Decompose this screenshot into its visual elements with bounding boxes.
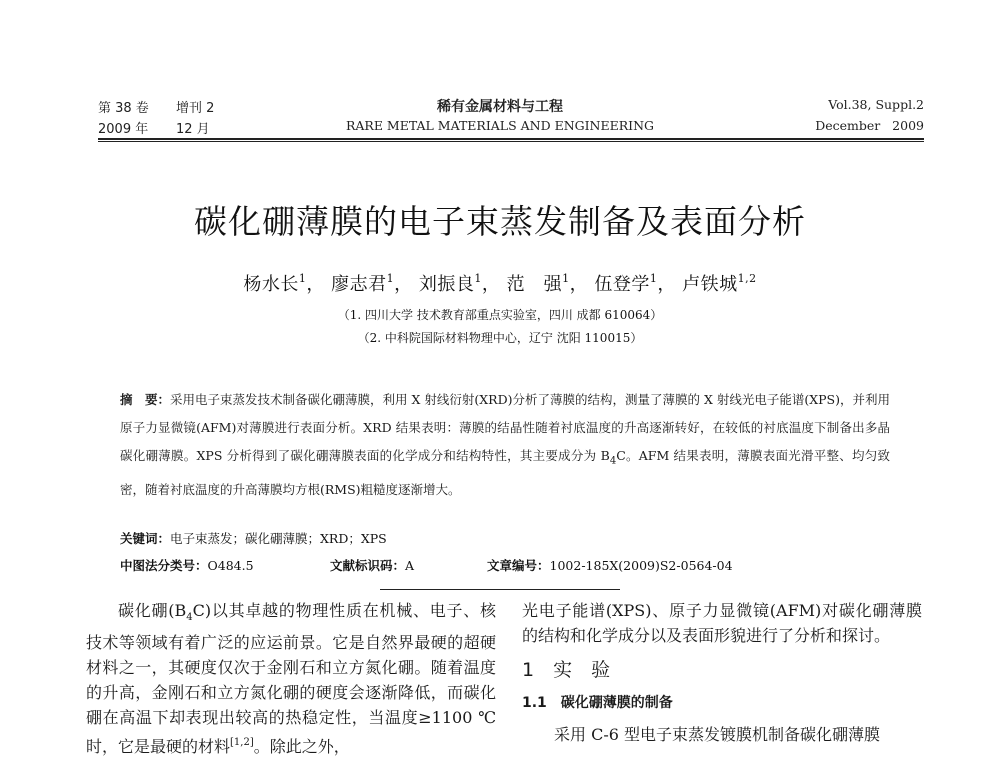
affiliation-2: （2. 中科院国际材料物理中心，辽宁 沈阳 110015） <box>357 331 643 345</box>
right-paragraph: 光电子能谱(XPS)、原子力显微镜(AFM)对碳化硼薄膜的结构和化学成分以及表面形貌进行了分析和探讨。 <box>522 601 922 645</box>
date-en: December 2009 <box>815 118 924 133</box>
subsection-heading: 1.1 碳化硼薄膜的制备 <box>522 695 673 711</box>
abstract-text: 采用电子束蒸发技术制备碳化硼薄膜，利用 X 射线衍射(XRD)分析了薄膜的结构，测量了薄膜的 X 射线光电子能谱(XPS)，并利用原子力显微镜(AFM)对薄膜进行表面分析。XRD 结果表明：薄膜的结晶性随着衬底温度的升高逐渐转好，在较低的衬底温度下制备出多晶碳化硼薄膜。XPS 分析得到了碳化硼薄膜表面的化学成分和结构特性，其主要成分为 B <box>120 392 890 463</box>
abstract-label: 摘 要： <box>120 392 171 407</box>
supplement-cn: 增刊 2 <box>176 101 215 116</box>
clc-number: 中图法分类号：O484.5 <box>120 558 254 573</box>
section-heading: 1 实 验 <box>522 659 611 681</box>
month-cn: 12 月 <box>176 122 210 137</box>
keywords <box>120 529 387 547</box>
abstract: 摘 要：采用电子束蒸发技术制备碳化硼薄膜，利用 X 射线衍射(XRD)分析了薄膜的结构，测量了薄膜的 X 射线光电子能谱(XPS)，并利用原子力显微镜(AFM)对薄膜进行表面分析。XRD 结果表明：薄膜的结晶性随着衬底温度的升高逐渐转好，在较低的衬底温度下制备出多晶碳化硼薄膜。XPS 分析得到了碳化硼薄膜表面的化学成分和结构特性，其主要成分为 $B_4C$。AFM 结果表明，薄膜表面光滑平整、均匀致密，随着衬底温度的升高薄膜均方根(RMS)粗糙度逐渐增大。 <box>120 392 890 497</box>
header-rule-thin <box>98 141 924 142</box>
year-cn: 2009 年 <box>98 122 149 137</box>
keywords-label: 关键词： <box>120 531 171 546</box>
header-rule-thick <box>98 138 924 140</box>
author: 杨水长$^1$ <box>243 272 307 295</box>
author-list: 杨水长$^1$， 廖志君$^1$， 刘振良$^1$， 范 强$^1$， 伍登学$^1$， 卢铁城$^{1,2}$ <box>243 272 757 295</box>
journal-title-en: RARE METAL MATERIALS AND ENGINEERING <box>345 118 655 133</box>
keywords-value: 电子束蒸发；碳化硼薄膜；XRD；XPS <box>170 531 387 546</box>
article-id: 文章编号：1002-185X(2009)S2-0564-04 <box>487 558 733 573</box>
volume-cn: 第 38 卷 <box>98 101 149 116</box>
author: 伍登学$^1$ <box>594 272 658 295</box>
intro-paragraph: 碳化硼$(B_4C)$以其卓越的物理性质在机械、电子、核技术等领域有着广泛的应运前景。它是自然界最硬的超硬材料之一，其硬度仅次于金刚石和立方氮化硼。随着温度的升高，金刚石和立方氮化硼的硬度会逐渐降低，而碳化硼在高温下却表现出较高的热稳定性，当温度≥1100 ℃时，它是最硬的材料[1,2]。除此之外， <box>86 601 496 757</box>
author: 刘振良$^1$ <box>418 272 482 295</box>
left-column <box>86 598 496 759</box>
volume-en: Vol.38, Suppl.2 <box>828 97 924 112</box>
separator-rule <box>380 589 620 590</box>
author: 卢铁城$^{1,2}$ <box>682 272 757 295</box>
method-paragraph: 采用 C-6 型电子束蒸发镀膜机制备碳化硼薄膜 <box>554 725 881 744</box>
document-code: 文献标识码：A <box>330 558 415 573</box>
author: 范 强$^1$ <box>506 272 570 295</box>
author: 廖志君$^1$ <box>331 272 395 295</box>
right-column <box>522 598 922 747</box>
journal-title-cn: 稀有金属材料与工程 <box>437 99 563 115</box>
paper-title: 碳化硼薄膜的电子束蒸发制备及表面分析 <box>194 202 806 241</box>
affiliation-1: （1. 四川大学 技术教育部重点实验室，四川 成都 610064） <box>337 308 663 322</box>
